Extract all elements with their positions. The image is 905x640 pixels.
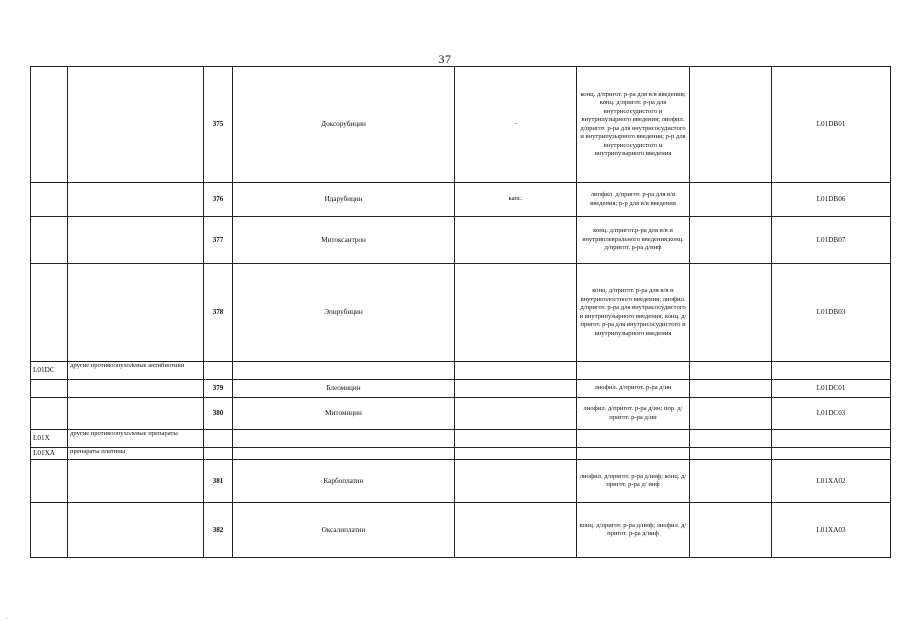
- atc-code-cell: [31, 503, 68, 558]
- atc-code-cell: [31, 264, 68, 362]
- group-name-cell: [68, 264, 204, 362]
- drug-name-cell: Митоксантрон: [233, 217, 455, 264]
- dosage-form-cell: лиофил. д/пригот. р-ра для в/в введения; р-р для в/в введения: [577, 183, 690, 217]
- atc-drug-code-cell: L01XA02: [772, 460, 891, 503]
- row-number-cell: [204, 430, 233, 448]
- row-number-cell: 379: [204, 380, 233, 398]
- table-row: [31, 67, 891, 183]
- drug-name-cell: [233, 430, 455, 448]
- atc-code-cell: [31, 183, 68, 217]
- margin-mark: ·: [6, 616, 8, 622]
- trade-info-cell: [455, 362, 577, 380]
- empty-cell: [690, 503, 772, 558]
- table-row: [31, 430, 891, 448]
- table-row: [31, 362, 891, 380]
- trade-info-cell: [455, 503, 577, 558]
- empty-cell: [690, 183, 772, 217]
- table-row: [31, 398, 891, 430]
- dosage-form-cell: конц. д/пригот. р-ра для в/в введения; конц. д/пригот. р-ра для внутрисосудистого и внутрипузырного введения; лиофил. д/пригот. р-ра для внутрисосудистого и внутрипузырного введения; р-р для внутрисосудистого и внутрипузырного введения: [577, 67, 690, 183]
- table-row: [31, 264, 891, 362]
- table-row: [31, 448, 891, 460]
- dosage-form-cell: [577, 362, 690, 380]
- atc-drug-code-cell: L01DB03: [772, 264, 891, 362]
- dosage-form-cell: лиофил. д/пригот. р-ра д/ин; пор. д/пригот. р-ра д/ин: [577, 398, 690, 430]
- dosage-form-cell: конц. д/пригот.р-ра для в/в и внутриплеврального введения;конц. д/пригот. р-ра д/инф: [577, 217, 690, 264]
- drug-name-cell: Оксалиплатин: [233, 503, 455, 558]
- drug-name-cell: Идарубицин: [233, 183, 455, 217]
- trade-info-cell: -: [455, 67, 577, 183]
- table-row: [31, 183, 891, 217]
- empty-cell: [690, 362, 772, 380]
- group-name-cell: [68, 380, 204, 398]
- atc-drug-code-cell: L01DC03: [772, 398, 891, 430]
- empty-cell: [690, 67, 772, 183]
- trade-info-cell: [455, 380, 577, 398]
- group-name-cell: другие противоопухолевые антибиотики: [68, 362, 204, 380]
- drug-name-cell: Блеомицин: [233, 380, 455, 398]
- atc-code-cell: [31, 460, 68, 503]
- table-row: [31, 217, 891, 264]
- row-number-cell: [204, 362, 233, 380]
- atc-drug-code-cell: L01DB07: [772, 217, 891, 264]
- trade-info-cell: [455, 448, 577, 460]
- row-number-cell: 380: [204, 398, 233, 430]
- row-number-cell: 381: [204, 460, 233, 503]
- row-number-cell: 382: [204, 503, 233, 558]
- drug-name-cell: Доксорубицин: [233, 67, 455, 183]
- empty-cell: [690, 398, 772, 430]
- atc-drug-code-cell: [772, 448, 891, 460]
- atc-drug-code-cell: [772, 362, 891, 380]
- atc-drug-code-cell: L01DB06: [772, 183, 891, 217]
- atc-code-cell: L01DC: [31, 362, 68, 380]
- empty-cell: [690, 460, 772, 503]
- drug-name-cell: [233, 362, 455, 380]
- group-name-cell: препараты платины: [68, 448, 204, 460]
- row-number-cell: 375: [204, 67, 233, 183]
- table-row: [31, 460, 891, 503]
- row-number-cell: 376: [204, 183, 233, 217]
- row-number-cell: 378: [204, 264, 233, 362]
- table-row: [31, 503, 891, 558]
- drug-name-cell: Карбоплатин: [233, 460, 455, 503]
- row-number-cell: 377: [204, 217, 233, 264]
- trade-info-cell: [455, 460, 577, 503]
- atc-code-cell: [31, 380, 68, 398]
- table-row: [31, 380, 891, 398]
- atc-drug-code-cell: L01DC01: [772, 380, 891, 398]
- dosage-form-cell: [577, 430, 690, 448]
- drug-table: [30, 66, 891, 558]
- group-name-cell: [68, 67, 204, 183]
- trade-info-cell: [455, 264, 577, 362]
- row-number-cell: [204, 448, 233, 460]
- dosage-form-cell: лиофил. д/пригот. р-ра д/ин: [577, 380, 690, 398]
- dosage-form-cell: лиофил. д/пригот. р-ра д/инф; конц. д/пригот. р-ра д/ инф: [577, 460, 690, 503]
- dosage-form-cell: [577, 448, 690, 460]
- page-number: 37: [438, 52, 452, 66]
- dosage-form-cell: конц. д/пригот. р-ра д/инф; лиофил. д/пригот. р-ра д/инф: [577, 503, 690, 558]
- atc-drug-code-cell: L01XA03: [772, 503, 891, 558]
- atc-code-cell: [31, 67, 68, 183]
- drug-name-cell: Эпирубицин: [233, 264, 455, 362]
- trade-info-cell: [455, 430, 577, 448]
- trade-info-cell: капс.: [455, 183, 577, 217]
- atc-drug-code-cell: [772, 430, 891, 448]
- group-name-cell: [68, 503, 204, 558]
- atc-code-cell: [31, 398, 68, 430]
- group-name-cell: [68, 183, 204, 217]
- group-name-cell: [68, 460, 204, 503]
- empty-cell: [690, 448, 772, 460]
- atc-code-cell: L01X: [31, 430, 68, 448]
- atc-drug-code-cell: L01DB01: [772, 67, 891, 183]
- empty-cell: [690, 264, 772, 362]
- group-name-cell: [68, 217, 204, 264]
- atc-code-cell: [31, 217, 68, 264]
- drug-name-cell: [233, 448, 455, 460]
- group-name-cell: другие противоопухолевые препараты: [68, 430, 204, 448]
- dosage-form-cell: конц. д/пригот. р-ра для в/в и внутриполостного введения; лиофил. д/пригот. р-ра для внутрисосудистого и внутрипузырного введения; конц. д/пригот. р-ра для внутрисосудистого и внутрипузырного введения: [577, 264, 690, 362]
- atc-code-cell: L01XA: [31, 448, 68, 460]
- empty-cell: [690, 430, 772, 448]
- drug-name-cell: Митомицин: [233, 398, 455, 430]
- trade-info-cell: [455, 217, 577, 264]
- trade-info-cell: [455, 398, 577, 430]
- empty-cell: [690, 217, 772, 264]
- group-name-cell: [68, 398, 204, 430]
- empty-cell: [690, 380, 772, 398]
